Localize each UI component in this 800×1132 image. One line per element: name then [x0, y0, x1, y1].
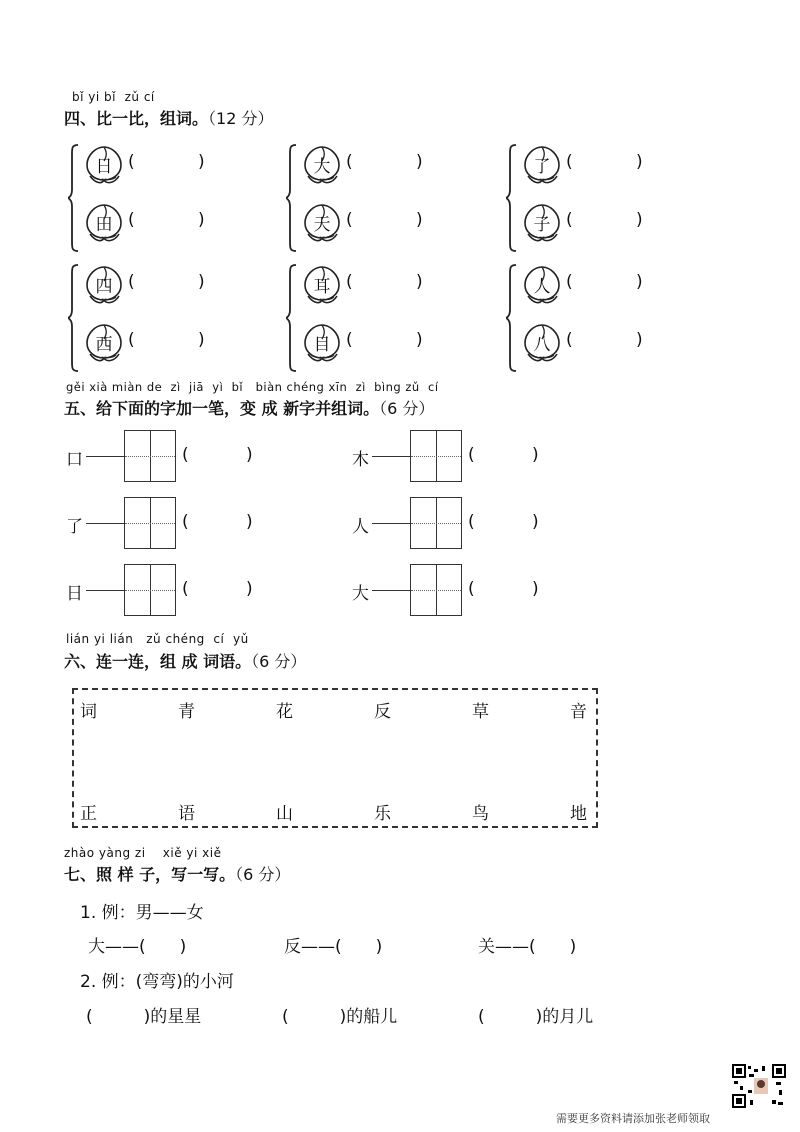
connector-line [86, 456, 124, 457]
q1-item-1[interactable]: 大——( ) [88, 937, 187, 957]
answer-open-paren[interactable]: ( [182, 445, 189, 465]
peach-char-box [82, 262, 126, 306]
answer-close-paren: ) [198, 152, 205, 172]
connector-line [372, 590, 410, 591]
peach-char-box [300, 200, 344, 244]
answer-close-paren: ) [198, 330, 205, 350]
qr-code-icon [732, 1064, 786, 1108]
connector-line [372, 523, 410, 524]
peach-char: 子 [533, 215, 551, 235]
source-char: 日 [66, 584, 83, 604]
section5-pinyin: gěi xià miàn de zì jiā yì bǐ biàn chéng xīn zì bìng zǔ cí [66, 380, 439, 394]
answer-open-paren[interactable]: ( [346, 210, 353, 230]
source-char: 了 [66, 517, 83, 537]
answer-open-paren[interactable]: ( [346, 330, 353, 350]
peach-char-box [520, 142, 564, 186]
peach-char-box [300, 142, 344, 186]
answer-close-paren: ) [416, 272, 423, 292]
q1-item-2[interactable]: 反——( ) [284, 937, 383, 957]
tianzige-grid-box[interactable] [124, 564, 176, 616]
answer-open-paren[interactable]: ( [128, 330, 135, 350]
answer-close-paren: ) [246, 579, 253, 599]
peach-char: 田 [95, 215, 113, 235]
answer-open-paren[interactable]: ( [346, 272, 353, 292]
match-word-top[interactable]: 草 [472, 702, 489, 722]
peach-char: 大 [313, 157, 331, 177]
section4-heading [64, 106, 273, 129]
source-char: 人 [352, 517, 369, 537]
answer-close-paren: ) [532, 445, 539, 465]
answer-open-paren[interactable]: ( [468, 512, 475, 532]
peach-char: 目 [313, 335, 331, 355]
match-word-top[interactable]: 反 [374, 702, 391, 722]
section5-heading [64, 396, 434, 419]
brace-icon [68, 264, 80, 372]
tianzige-grid-box[interactable] [410, 564, 462, 616]
match-word-top[interactable]: 花 [276, 702, 293, 722]
answer-close-paren: ) [636, 210, 643, 230]
connector-line [372, 456, 410, 457]
section7-score: （6 分） [235, 865, 291, 884]
source-char: 大 [352, 584, 369, 604]
peach-char: 西 [95, 335, 113, 355]
section6-heading [64, 649, 306, 672]
answer-open-paren[interactable]: ( [566, 272, 573, 292]
section6-score: （6 分） [251, 652, 307, 671]
answer-open-paren[interactable]: ( [182, 579, 189, 599]
q2-item-1[interactable]: ( )的星星 [86, 1007, 202, 1027]
peach-char-box [300, 320, 344, 364]
peach-char-box [520, 320, 564, 364]
answer-open-paren[interactable]: ( [468, 445, 475, 465]
peach-char: 日 [95, 157, 113, 177]
tianzige-grid-box[interactable] [410, 497, 462, 549]
answer-open-paren[interactable]: ( [566, 330, 573, 350]
q2-item-2[interactable]: ( )的船儿 [282, 1007, 398, 1027]
q2-example: 2. 例：(弯弯)的小河 [80, 972, 234, 992]
match-word-bottom[interactable]: 地 [570, 804, 587, 824]
peach-char: 人 [533, 277, 551, 297]
brace-icon [506, 144, 518, 252]
peach-char-box [82, 142, 126, 186]
section6-pinyin: lián yi lián zǔ chéng cí yǔ [66, 632, 249, 646]
footer-text: 需要更多资料请添加张老师领取 [556, 1112, 710, 1125]
brace-icon [286, 264, 298, 372]
peach-char: 耳 [313, 277, 331, 297]
match-word-top[interactable]: 音 [570, 702, 587, 722]
source-char: 口 [66, 450, 83, 470]
section5-score: （6 分） [379, 399, 435, 418]
answer-close-paren: ) [246, 512, 253, 532]
answer-close-paren: ) [636, 152, 643, 172]
section4-score: （12 分） [208, 109, 274, 128]
peach-char-box [82, 200, 126, 244]
section7-heading [64, 862, 290, 885]
answer-close-paren: ) [246, 445, 253, 465]
brace-icon [506, 264, 518, 372]
match-word-top[interactable]: 青 [178, 702, 195, 722]
match-word-bottom[interactable]: 乐 [374, 804, 391, 824]
connector-line [86, 590, 124, 591]
connector-line [86, 523, 124, 524]
peach-char-box [520, 200, 564, 244]
section7-title: 七、照 样 子，写一写。 [64, 865, 236, 884]
section6-title: 六、连一连，组 成 词语。 [64, 652, 252, 671]
section7-pinyin: zhào yàng zi xiě yi xiě [64, 846, 222, 860]
answer-open-paren[interactable]: ( [182, 512, 189, 532]
answer-close-paren: ) [416, 152, 423, 172]
section5-title: 五、给下面的字加一笔，变 成 新字并组词。 [64, 399, 380, 418]
answer-open-paren[interactable]: ( [128, 210, 135, 230]
brace-icon [286, 144, 298, 252]
tianzige-grid-box[interactable] [124, 497, 176, 549]
answer-open-paren[interactable]: ( [346, 152, 353, 172]
answer-open-paren[interactable]: ( [128, 152, 135, 172]
tianzige-grid-box[interactable] [410, 430, 462, 482]
answer-close-paren: ) [198, 272, 205, 292]
answer-close-paren: ) [532, 512, 539, 532]
answer-close-paren: ) [416, 210, 423, 230]
peach-char: 天 [313, 215, 331, 235]
peach-char: 了 [533, 157, 551, 177]
brace-icon [68, 144, 80, 252]
q1-item-3[interactable]: 关——( ) [478, 937, 577, 957]
peach-char-box [300, 262, 344, 306]
tianzige-grid-box[interactable] [124, 430, 176, 482]
answer-close-paren: ) [416, 330, 423, 350]
match-word-bottom[interactable]: 语 [178, 804, 195, 824]
peach-char: 四 [95, 277, 113, 297]
match-word-top[interactable]: 词 [80, 702, 97, 722]
section4-title: 四、比一比，组词。 [64, 109, 209, 128]
answer-close-paren: ) [636, 272, 643, 292]
answer-open-paren[interactable]: ( [566, 152, 573, 172]
peach-char-box [82, 320, 126, 364]
answer-close-paren: ) [198, 210, 205, 230]
peach-char: 八 [533, 335, 551, 355]
match-word-bottom[interactable]: 鸟 [472, 804, 489, 824]
answer-open-paren[interactable]: ( [128, 272, 135, 292]
answer-close-paren: ) [532, 579, 539, 599]
match-word-bottom[interactable]: 正 [80, 804, 97, 824]
matching-box [72, 688, 598, 828]
source-char: 木 [352, 450, 369, 470]
answer-close-paren: ) [636, 330, 643, 350]
section4-pinyin: bǐ yi bǐ zǔ cí [72, 90, 155, 104]
match-word-bottom[interactable]: 山 [276, 804, 293, 824]
q1-example: 1. 例：男——女 [80, 903, 204, 923]
q2-item-3[interactable]: ( )的月儿 [478, 1007, 594, 1027]
answer-open-paren[interactable]: ( [468, 579, 475, 599]
peach-char-box [520, 262, 564, 306]
answer-open-paren[interactable]: ( [566, 210, 573, 230]
